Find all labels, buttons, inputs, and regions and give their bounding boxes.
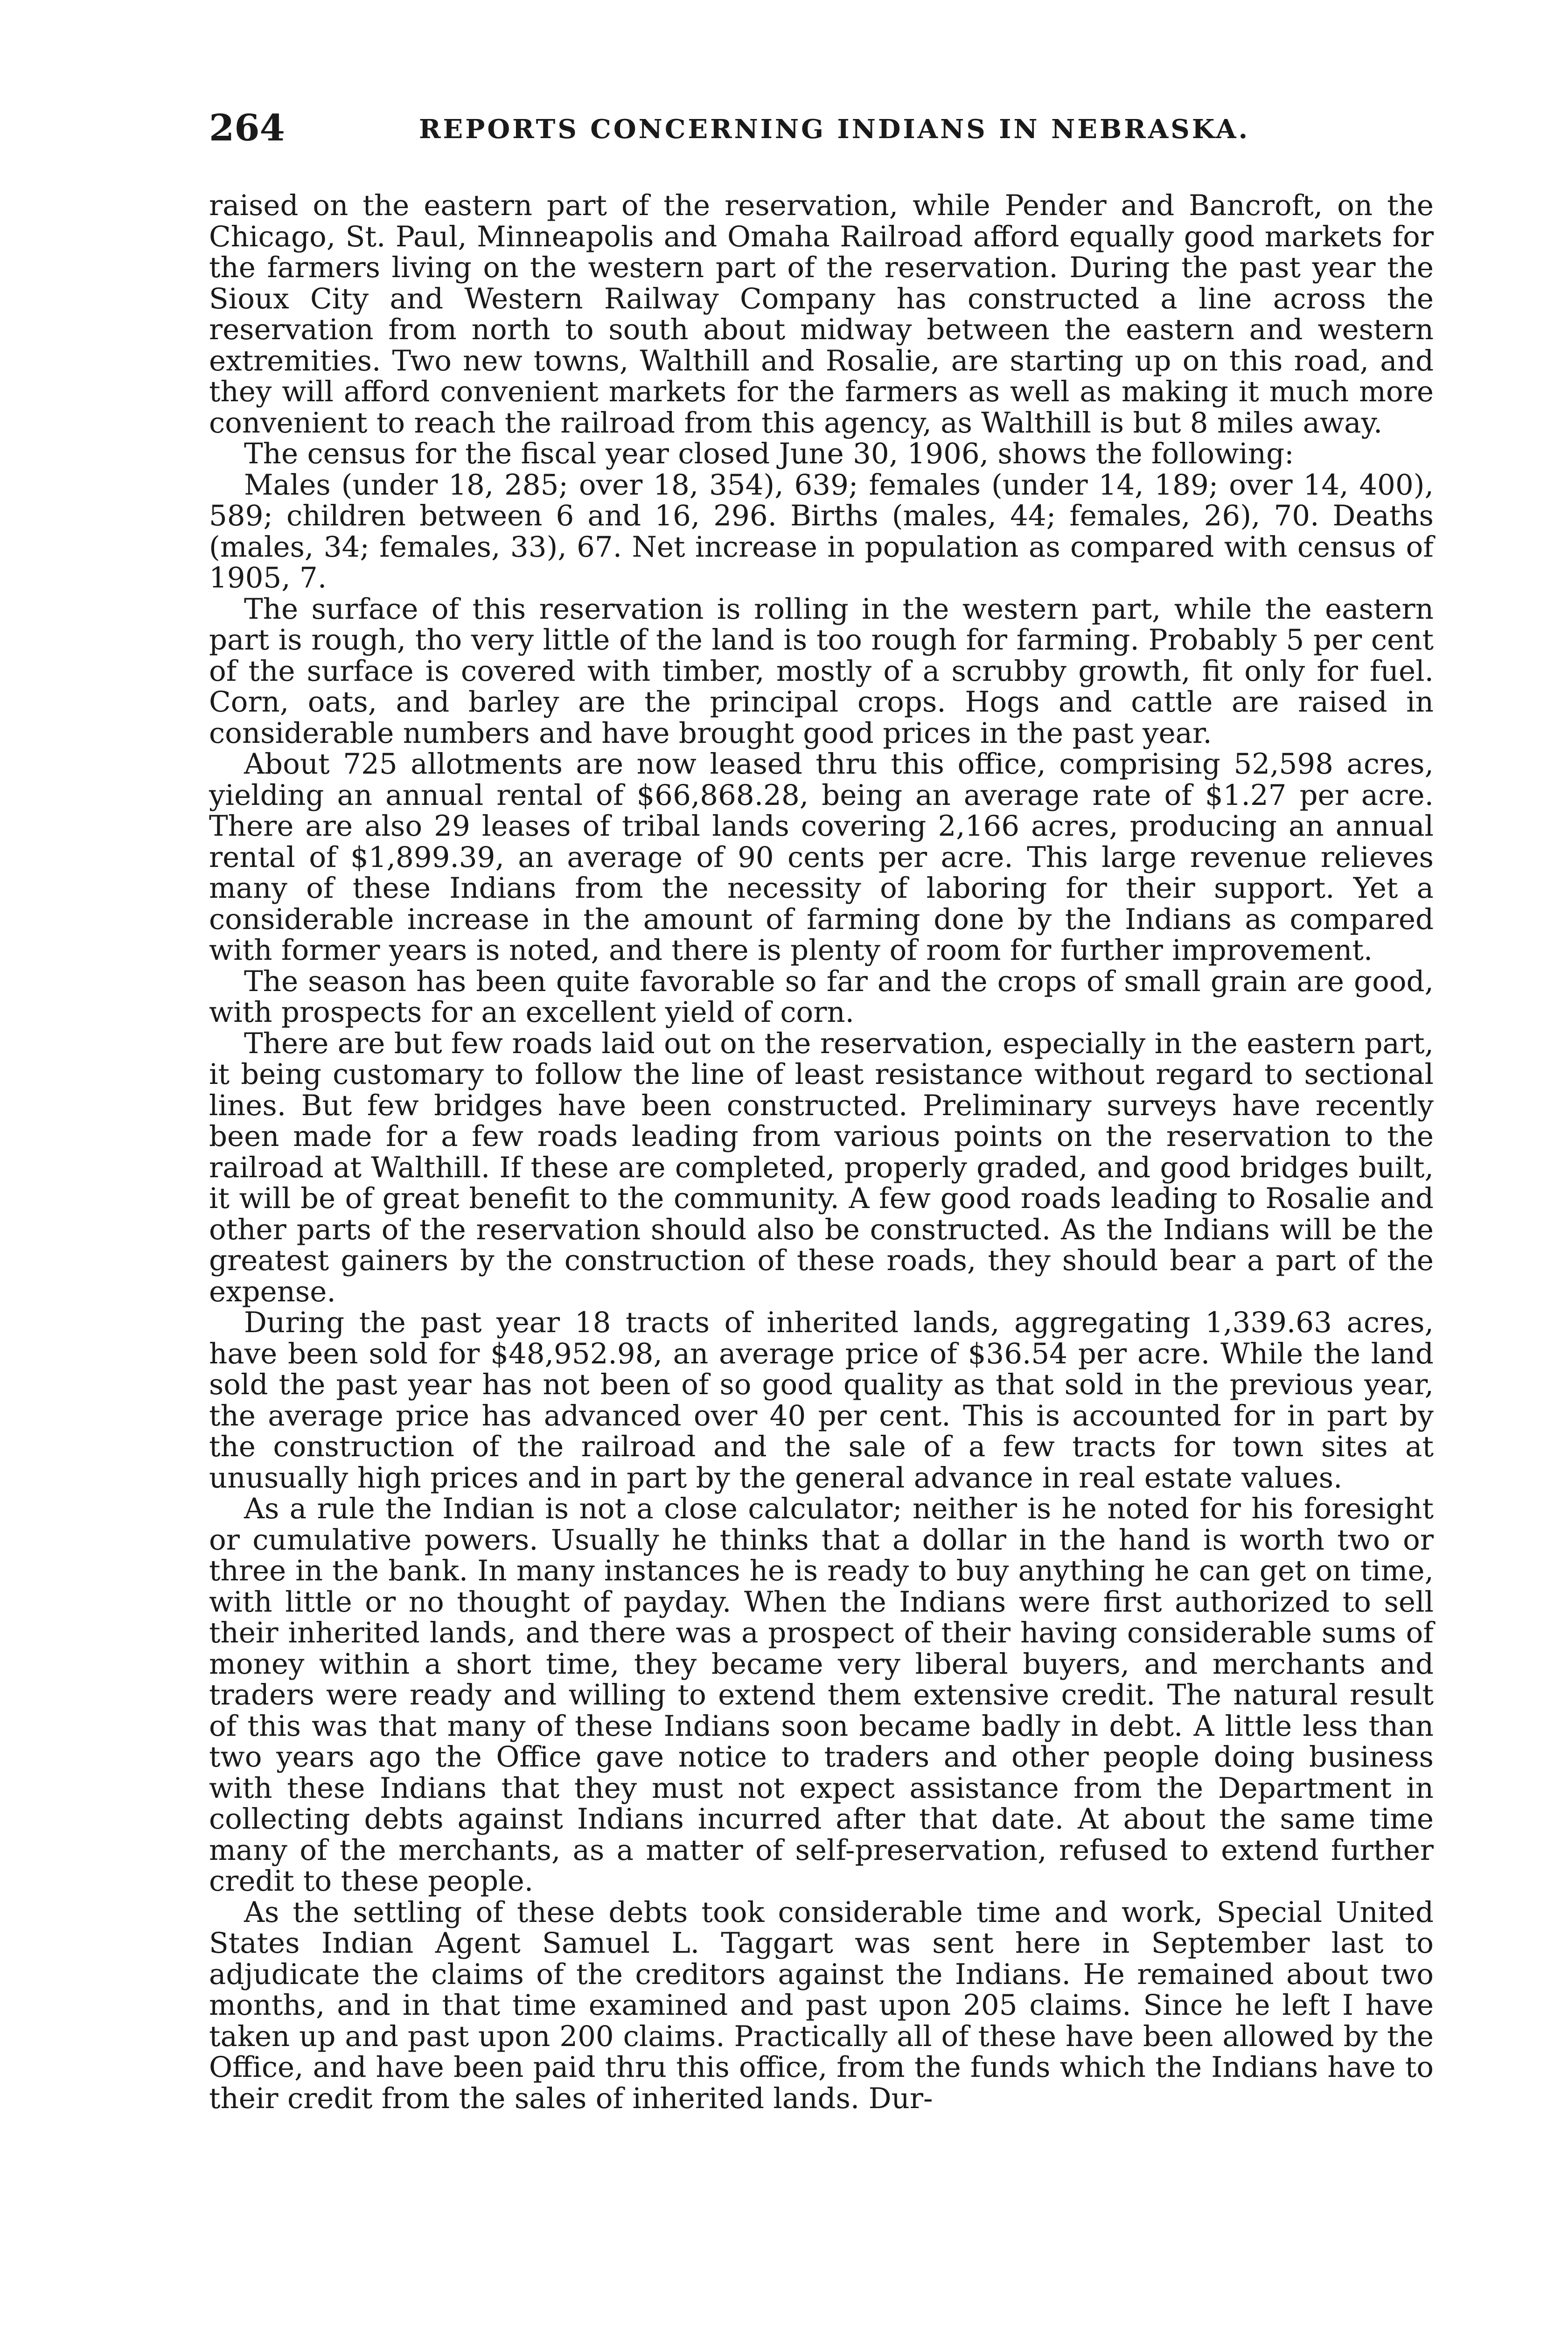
paragraph: During the past year 18 tracts of inherited lands, aggregating 1,339.63 acres, have been sold for $48,952.98, an average price of $36.54 per acre. While the land sold the past year has not been of so good quality as that sold in the previous year, the average price has advanced over 40 per cent. This is accounted for in part by the construction of the railroad and the sale of a few tracts for town sites at unusually high prices and in part by the general advance in real estate values. (209, 1306, 1434, 1495)
paragraph: About 725 allotments are now leased thru this office, comprising 52,598 acres, yielding an annual rental of $66,868.28, being an average rate of $1.27 per acre. There are also 29 leases of tribal lands covering 2,166 acres, producing an annual rental of $1,899.39, an average of 90 cents per acre. This large revenue relieves many of these Indians from the necessity of laboring for their support. Yet a considerable increase in the amount of farming done by the Indians as compared with former years is noted, and there is plenty of room for further improvement. (209, 747, 1434, 967)
running-head (209, 105, 1431, 152)
running-title: REPORTS CONCERNING INDIANS IN NEBRASKA. (419, 114, 1250, 145)
paragraph: The surface of this reservation is rolling in the western part, while the eastern part is rough, tho very little of the land is too rough for farming. Probably 5 per cent of the surface is covered with timber, mostly of a scrubby growth, fit only for fuel. Corn, oats, and barley are the principal crops. Hogs and cattle are raised in considerable numbers and have brought good prices in the past year. (209, 592, 1434, 750)
paragraph: There are but few roads laid out on the reservation, especially in the eastern part, it being customary to follow the line of least resistance without regard to sectional lines. But few bridges have been constructed. Preliminary surveys have recently been made for a few roads leading from various points on the reservation to the railroad at Walthill. If these are completed, properly graded, and good bridges built, it will be of great benefit to the community. A few good roads leading to Rosalie and other parts of the reservation should also be constructed. As the Indians will be the greatest gainers by the construction of these roads, they should bear a part of the expense. (209, 1027, 1434, 1308)
paragraph: The season has been quite favorable so far and the crops of small grain are good, with prospects for an excellent yield of corn. (209, 964, 1434, 1029)
page-number: 264 (209, 107, 285, 149)
paragraph: As the settling of these debts took considerable time and work, Special United States Indian Agent Samuel L. Taggart was sent here in September last to adjudicate the claims of the creditors against the Indians. He remained about two months, and in that time examined and past upon 205 claims. Since he left I have taken up and past upon 200 claims. Practically all of these have been allowed by the Office, and have been paid thru this office, from the funds which the Indians have to their credit from the sales of inherited lands. Dur- (209, 1895, 1434, 2115)
body-text (209, 190, 1434, 2114)
paragraph: As a rule the Indian is not a close calculator; neither is he noted for his foresight or cumulative powers. Usually he thinks that a dollar in the hand is worth two or three in the bank. In many instances he is ready to buy anything he can get on time, with little or no thought of payday. When the Indians were first authorized to sell their inherited lands, and there was a prospect of their having considerable sums of money within a short time, they became very liberal buyers, and merchants and traders were ready and willing to extend them extensive credit. The natural result of this was that many of these Indians soon became badly in debt. A little less than two years ago the Office gave notice to traders and other people doing business with these Indians that they must not expect assistance from the Department in collecting debts against Indians incurred after that date. At about the same time many of the merchants, as a matter of self-preservation, refused to extend further credit to these people. (209, 1492, 1434, 1898)
paragraph: The census for the fiscal year closed June 30, 1906, shows the following: (244, 437, 1294, 470)
paragraph: Males (under 18, 285; over 18, 354), 639; females (under 14, 189; over 14, 400), 589; children between 6 and 16, 296. Births (males, 44; females, 26), 70. Deaths (males, 34; females, 33), 67. Net increase in population as compared with census of 1905, 7. (209, 468, 1434, 594)
paragraph: raised on the eastern part of the reservation, while Pender and Bancroft, on the Chicago, St. Paul, Minneapolis and Omaha Railroad afford equally good markets for the farmers living on the western part of the reservation. During the past year the Sioux City and Western Railway Company has constructed a line across the reservation from north to south about midway between the eastern and western extremities. Two new towns, Walthill and Rosalie, are starting up on this road, and they will afford convenient markets for the farmers as well as making it much more convenient to reach the railroad from this agency, as Walthill is but 8 miles away. (209, 189, 1434, 440)
